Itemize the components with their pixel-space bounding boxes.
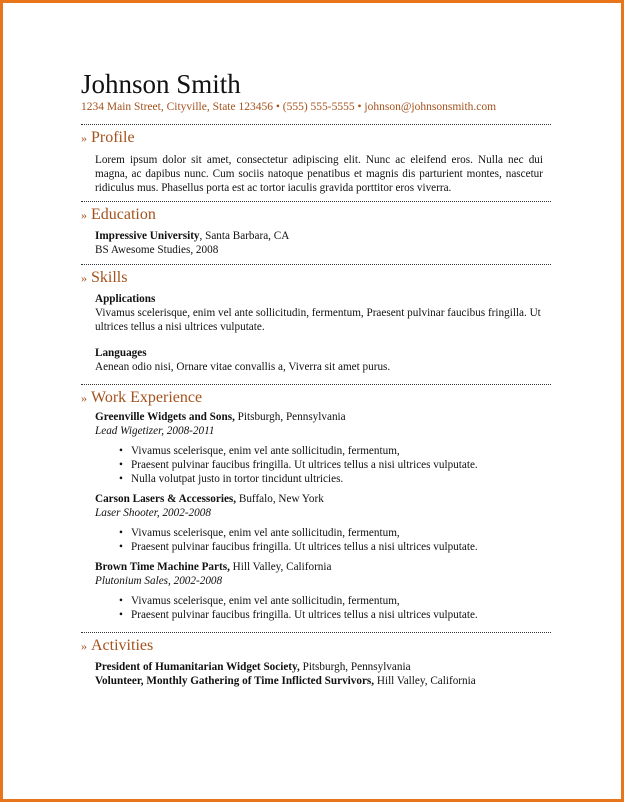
activities-section	[81, 632, 551, 688]
list-item: • Vivamus scelerisque, enim vel ante sollicitudin, fermentum,	[131, 444, 551, 458]
job-bullets	[95, 526, 551, 554]
section-divider	[81, 124, 551, 125]
section-divider	[81, 632, 551, 633]
resume-page	[81, 69, 551, 688]
section-divider	[81, 264, 551, 265]
skill-label: Languages	[95, 347, 147, 359]
school-name: Impressive University	[95, 230, 200, 242]
email-link[interactable]: johnson@johnsonsmith.com	[364, 101, 497, 113]
activity-item: Volunteer, Monthly Gathering of Time Inflicted Survivors, Hill Valley, California	[95, 675, 476, 687]
school-location: , Santa Barbara, CA	[199, 230, 290, 242]
list-item: • Vivamus scelerisque, enim vel ante sollicitudin, fermentum,	[131, 526, 551, 540]
list-item: • Praesent pulvinar faucibus fringilla. Ut ultrices tellus a nisi ultrices vulputate.	[131, 458, 551, 472]
skill-group	[81, 292, 551, 334]
profile-text: Lorem ipsum dolor sit amet, consectetur adipiscing elit. Nunc ac eleifend eros. Nulla nec dui magna, ac dapibus nunc. Cum sociis natoque penatibus et magnis dis parturient montes, nascetur ridiculus mus. Phasellus porta est ac tortor iaculis gravida porttitor eros viverra.	[95, 154, 543, 194]
section-title: » Education	[81, 206, 156, 223]
profile-section	[81, 124, 551, 195]
education-entry	[81, 229, 551, 257]
section-title: » Activities	[81, 637, 154, 654]
job-bullets	[95, 594, 551, 622]
skill-text: Aenean odio nisi, Ornare vitae convallis a, Viverra sit amet purus.	[95, 361, 391, 373]
separator: •	[275, 101, 280, 113]
contact-line	[81, 101, 551, 113]
company-location: Buffalo, New York	[236, 493, 324, 505]
company-location: Pitsburgh, Pennsylvania	[234, 411, 346, 423]
section-title: » Skills	[81, 269, 128, 286]
list-item: • Praesent pulvinar faucibus fringilla. Ut ultrices tellus a nisi ultrices vulputate.	[131, 608, 551, 622]
work-section	[81, 384, 551, 622]
section-marker: »	[81, 639, 87, 653]
job-entry	[81, 492, 551, 554]
address: 1234 Main Street, Cityville, State 123456	[81, 101, 273, 113]
candidate-name: Johnson Smith	[81, 69, 241, 99]
separator: •	[357, 101, 362, 113]
section-title: » Profile	[81, 129, 135, 146]
section-title: » Work Experience	[81, 389, 203, 406]
section-marker: »	[81, 208, 87, 222]
degree: BS Awesome Studies, 2008	[95, 244, 219, 256]
list-item: • Nulla volutpat justo in tortor tincidunt ultricies.	[131, 472, 551, 486]
skills-section	[81, 264, 551, 374]
job-role: Plutonium Sales, 2002-2008	[95, 575, 223, 587]
company-name: Brown Time Machine Parts,	[95, 561, 230, 573]
section-marker: »	[81, 131, 87, 145]
section-divider	[81, 384, 551, 385]
company-name: Carson Lasers & Accessories,	[95, 493, 237, 505]
job-role: Lead Wigetizer, 2008-2011	[95, 425, 215, 437]
job-entry	[81, 410, 551, 486]
job-bullets	[95, 444, 551, 486]
phone: (555) 555-5555	[282, 101, 355, 113]
skill-text: Vivamus scelerisque, enim vel ante sollicitudin, fermentum, Praesent pulvinar faucibus fringilla. Ut ultrices tellus a nisi ultrices vulputate.	[95, 307, 541, 333]
skill-label: Applications	[95, 293, 156, 305]
activity-list	[81, 660, 551, 688]
activity-item: President of Humanitarian Widget Society, Pitsburgh, Pennsylvania	[95, 661, 411, 673]
list-item: • Praesent pulvinar faucibus fringilla. Ut ultrices tellus a nisi ultrices vulputate.	[131, 540, 551, 554]
section-marker: »	[81, 391, 87, 405]
company-name: Greenville Widgets and Sons,	[95, 411, 235, 423]
job-entry	[81, 560, 551, 622]
job-role: Laser Shooter, 2002-2008	[95, 507, 211, 519]
section-marker: »	[81, 271, 87, 285]
list-item: • Vivamus scelerisque, enim vel ante sollicitudin, fermentum,	[131, 594, 551, 608]
company-location: Hill Valley, California	[229, 561, 332, 573]
section-divider	[81, 201, 551, 202]
skill-group	[81, 346, 551, 374]
education-section	[81, 201, 551, 257]
